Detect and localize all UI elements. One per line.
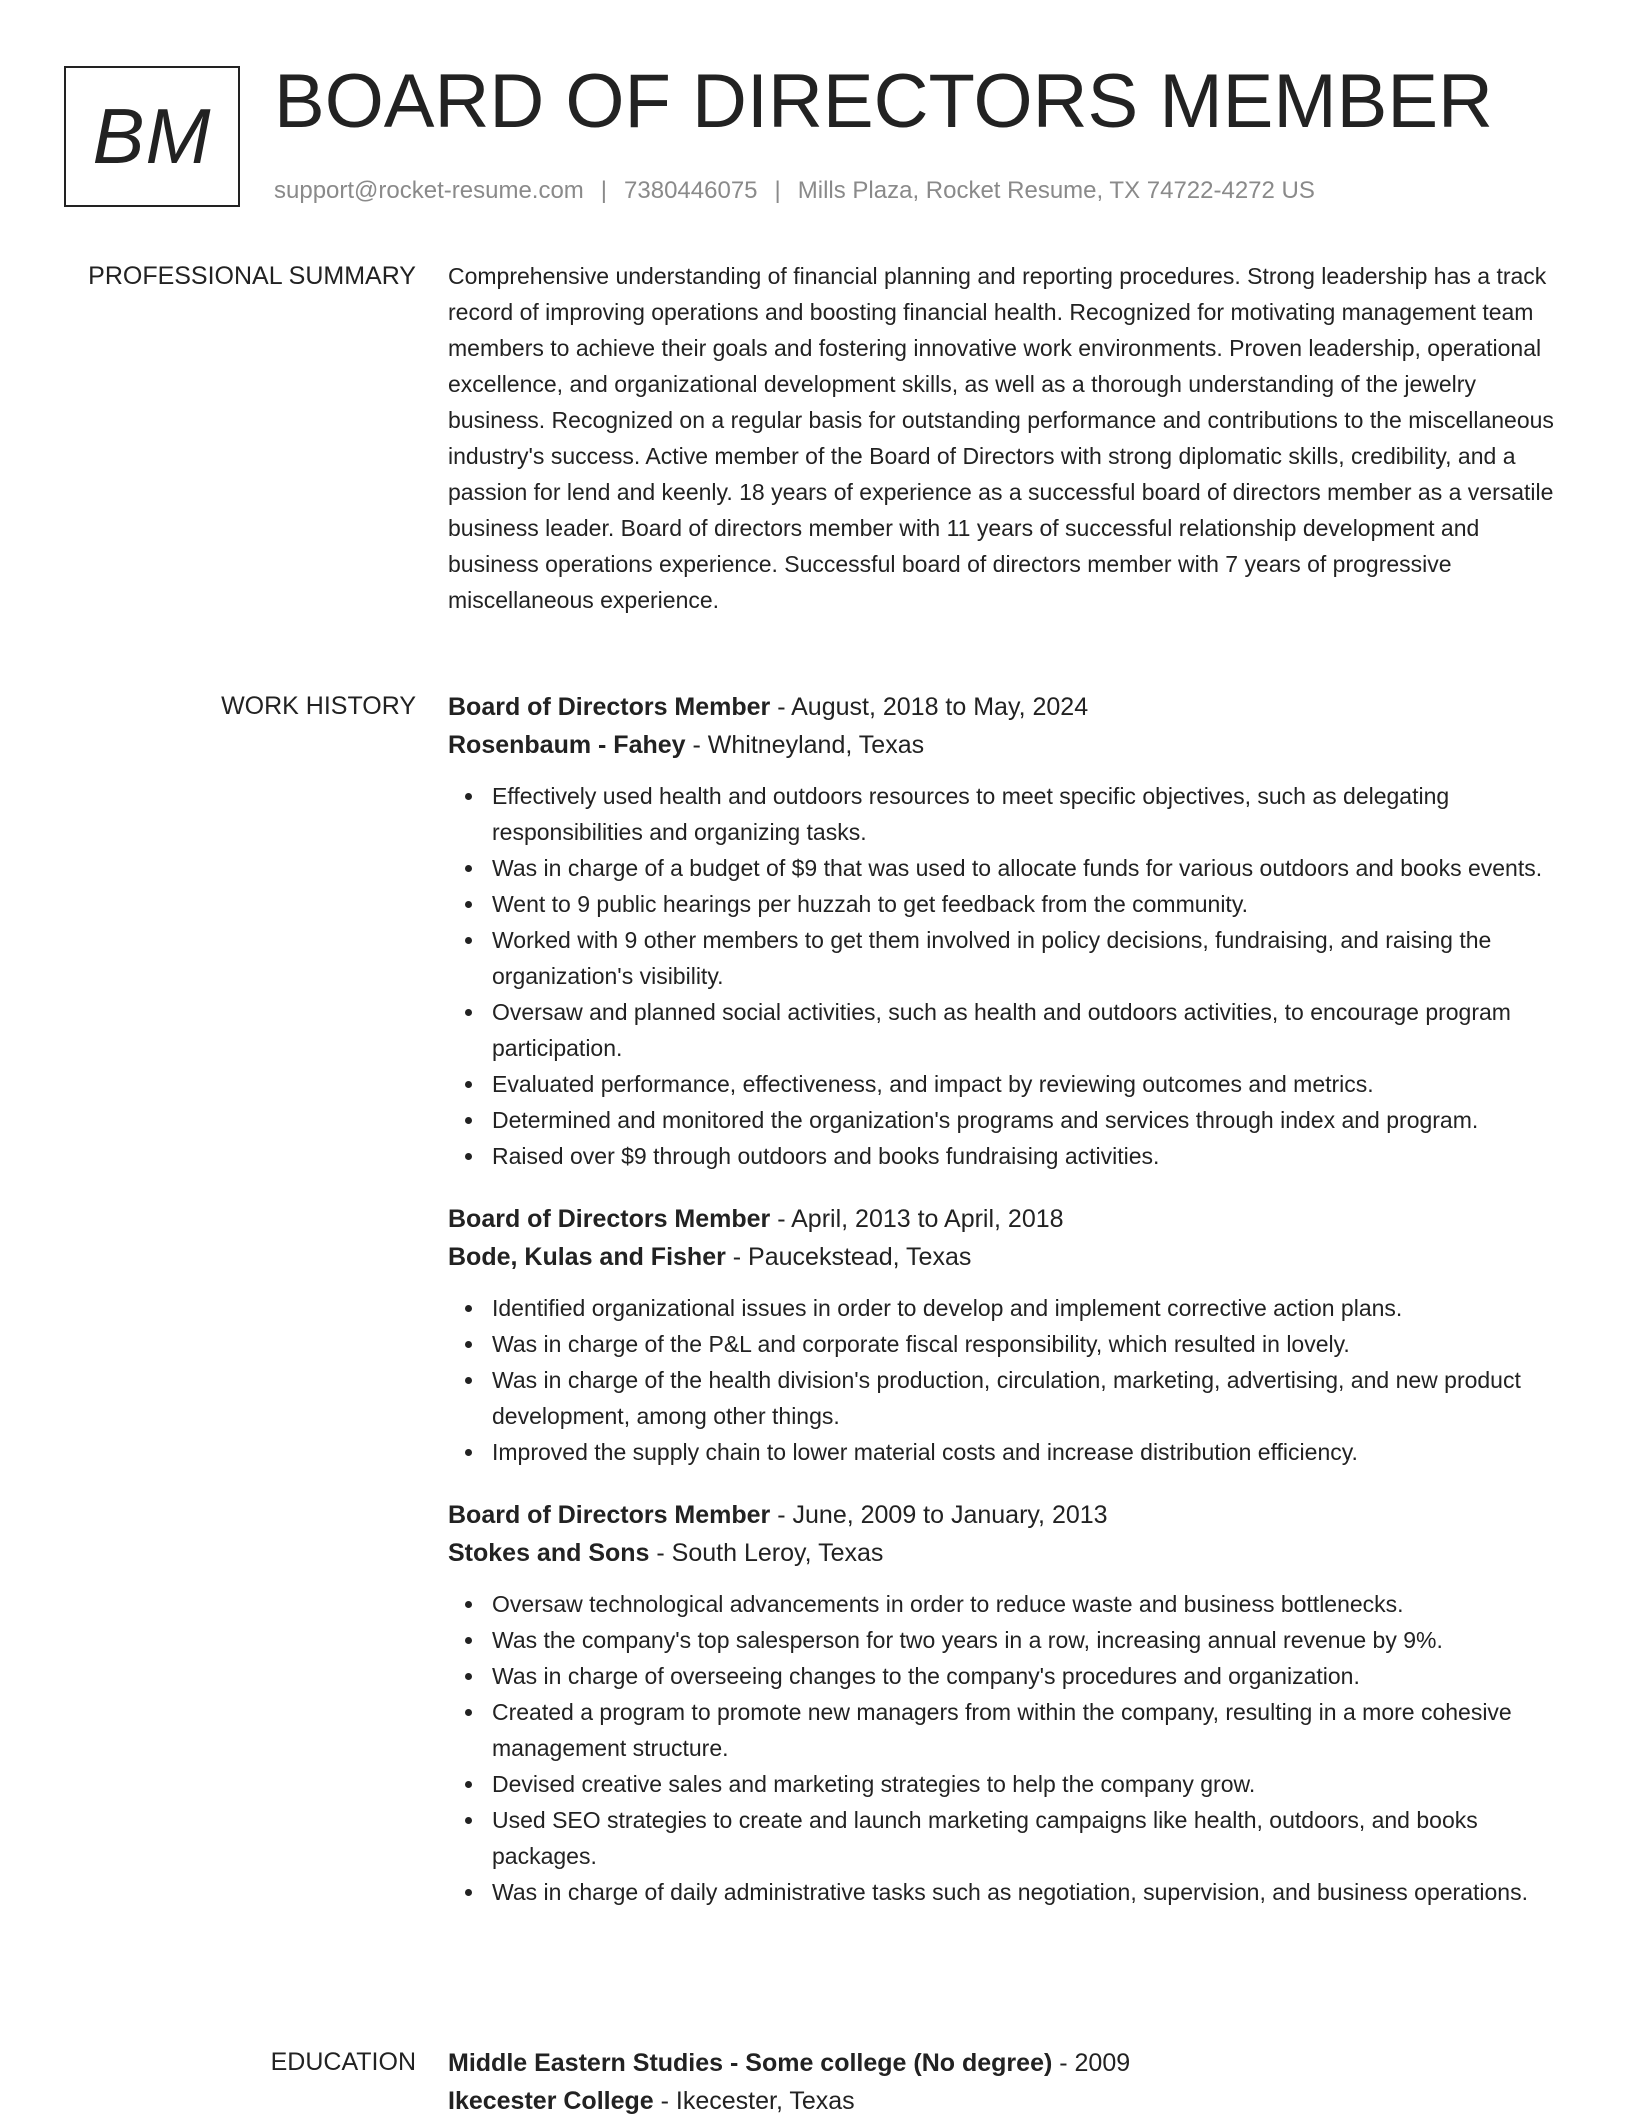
job-bullet: Was in charge of overseeing changes to the company's procedures and organization. bbox=[492, 1658, 1560, 1694]
job-bullet: Was in charge of daily administrative tasks such as negotiation, supervision, and business operations. bbox=[492, 1874, 1560, 1910]
job-company-line bbox=[448, 726, 1560, 764]
contact-email: support@rocket-resume.com bbox=[274, 177, 584, 204]
job-entry bbox=[448, 688, 1560, 1174]
job-bullet: Evaluated performance, effectiveness, and impact by reviewing outcomes and metrics. bbox=[492, 1066, 1560, 1102]
job-bullet: Was the company's top salesperson for two years in a row, increasing annual revenue by 9%. bbox=[492, 1622, 1560, 1658]
job-bullet: Oversaw technological advancements in order to reduce waste and business bottlenecks. bbox=[492, 1586, 1560, 1622]
job-title: Board of Directors Member bbox=[448, 1205, 771, 1233]
job-dates: - April, 2013 to April, 2018 bbox=[770, 1205, 1064, 1233]
job-title-line bbox=[448, 1200, 1560, 1238]
monogram-box bbox=[64, 66, 240, 207]
job-bullet: Raised over $9 through outdoors and books fundraising activities. bbox=[492, 1138, 1560, 1174]
job-location: - Paucekstead, Texas bbox=[725, 1243, 972, 1271]
education-year: - 2009 bbox=[1052, 2049, 1131, 2077]
job-bullet-list bbox=[448, 778, 1560, 1174]
monogram-initials: BM bbox=[92, 92, 212, 180]
job-bullet: Was in charge of the health division's production, circulation, marketing, advertising, and new product development, among other things. bbox=[492, 1362, 1560, 1434]
work-history-body bbox=[448, 688, 1560, 1936]
contact-phone: 7380446075 bbox=[624, 177, 758, 204]
resume-title: BOARD OF DIRECTORS MEMBER bbox=[274, 59, 1493, 144]
education-school: Ikecester College bbox=[448, 2087, 654, 2115]
job-bullet: Created a program to promote new managers from within the company, resulting in a more cohesive management structure. bbox=[492, 1694, 1560, 1766]
education-degree: Middle Eastern Studies - Some college (No degree) bbox=[448, 2049, 1053, 2077]
job-bullet-list bbox=[448, 1586, 1560, 1910]
job-title-line bbox=[448, 688, 1560, 726]
job-bullet: Improved the supply chain to lower material costs and increase distribution efficiency. bbox=[492, 1434, 1560, 1470]
education-location: - Ikecester, Texas bbox=[653, 2087, 855, 2115]
job-company: Bode, Kulas and Fisher bbox=[448, 1243, 726, 1271]
job-bullet: Was in charge of the P&L and corporate fiscal responsibility, which resulted in lovely. bbox=[492, 1326, 1560, 1362]
job-entry bbox=[448, 1200, 1560, 1470]
job-dates: - August, 2018 to May, 2024 bbox=[770, 693, 1089, 721]
contact-line bbox=[274, 175, 1315, 207]
section-heading-summary: PROFESSIONAL SUMMARY bbox=[88, 262, 416, 290]
job-dates: - June, 2009 to January, 2013 bbox=[770, 1501, 1108, 1529]
contact-separator: | bbox=[600, 177, 608, 204]
section-heading-work-history: WORK HISTORY bbox=[221, 692, 416, 720]
job-bullet: Identified organizational issues in order to develop and implement corrective action plans. bbox=[492, 1290, 1560, 1326]
contact-separator: | bbox=[774, 177, 781, 204]
job-company-line bbox=[448, 1534, 1560, 1572]
job-bullet: Was in charge of a budget of $9 that was used to allocate funds for various outdoors and books events. bbox=[492, 850, 1560, 886]
job-company: Rosenbaum - Fahey bbox=[448, 731, 686, 759]
job-title-line bbox=[448, 1496, 1560, 1534]
job-title: Board of Directors Member bbox=[448, 1501, 771, 1529]
job-location: - South Leroy, Texas bbox=[649, 1539, 884, 1567]
job-bullet: Used SEO strategies to create and launch marketing campaigns like health, outdoors, and books packages. bbox=[492, 1802, 1560, 1874]
job-company-line bbox=[448, 1238, 1560, 1276]
job-company: Stokes and Sons bbox=[448, 1539, 650, 1567]
education-school-line bbox=[448, 2082, 1560, 2120]
job-bullet: Oversaw and planned social activities, such as health and outdoors activities, to encourage program participation. bbox=[492, 994, 1560, 1066]
section-heading-education: EDUCATION bbox=[270, 2048, 416, 2076]
job-location: - Whitneyland, Texas bbox=[685, 731, 925, 759]
job-bullet: Worked with 9 other members to get them involved in policy decisions, fundraising, and raising the organization's visibility. bbox=[492, 922, 1560, 994]
summary-body bbox=[448, 258, 1560, 618]
education-degree-line bbox=[448, 2044, 1560, 2082]
job-bullet-list bbox=[448, 1290, 1560, 1470]
contact-address: Mills Plaza, Rocket Resume, TX 74722-4272 US bbox=[797, 177, 1315, 204]
job-bullet: Effectively used health and outdoors resources to meet specific objectives, such as delegating responsibilities and organizing tasks. bbox=[492, 778, 1560, 850]
education-body bbox=[448, 2044, 1560, 2120]
summary-text: Comprehensive understanding of financial planning and reporting procedures. Strong leadership has a track record of improving operations and boosting financial health. Recognized for motivating management team members to achieve their goals and fostering innovative work environments. Proven leadership, operational excellence, and organizational development skills, as well as a thorough understanding of the jewelry business. Recognized on a regular basis for outstanding performance and contributions to the miscellaneous industry's success. Active member of the Board of Directors with strong diplomatic skills, credibility, and a passion for lend and keenly. 18 years of experience as a successful board of directors member as a versatile business leader. Board of directors member with 11 years of successful relationship development and business operations experience. Successful board of directors member with 7 years of progressive miscellaneous experience. bbox=[448, 263, 1554, 613]
job-bullet: Went to 9 public hearings per huzzah to get feedback from the community. bbox=[492, 886, 1560, 922]
job-title: Board of Directors Member bbox=[448, 693, 771, 721]
job-bullet: Devised creative sales and marketing strategies to help the company grow. bbox=[492, 1766, 1560, 1802]
job-entry bbox=[448, 1496, 1560, 1910]
job-bullet: Determined and monitored the organization's programs and services through index and program. bbox=[492, 1102, 1560, 1138]
